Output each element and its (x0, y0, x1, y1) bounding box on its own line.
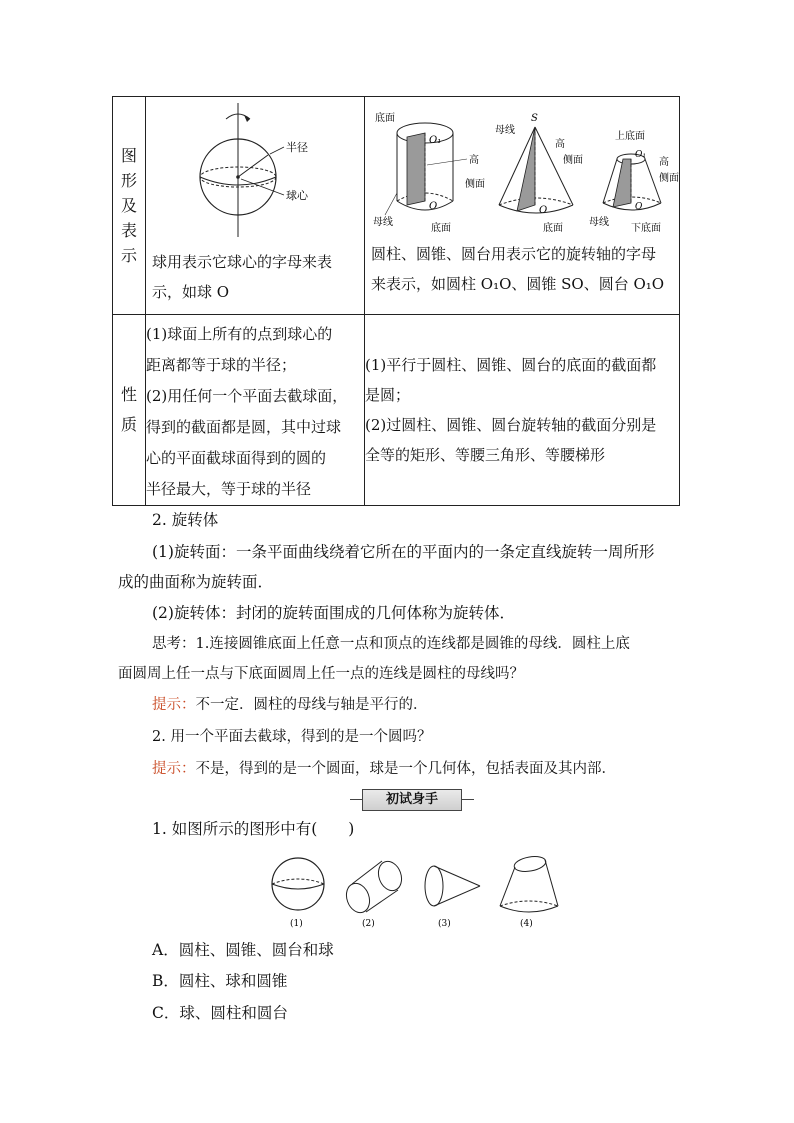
solids-notation-text (365, 239, 679, 299)
option-b: B．圆柱、球和圆锥 (152, 972, 288, 990)
cone-side-label: 侧面 (563, 155, 583, 166)
solid-properties (365, 315, 680, 506)
paragraph: 成的曲面称为旋转面． (118, 573, 274, 591)
paragraph: 面圆周上任一点与下底面圆周上任一点的连线是圆柱的母线吗？ (118, 666, 524, 682)
solids-cell (365, 97, 680, 315)
frus-top-label: 上底面 (615, 131, 645, 142)
figure-label-4: (4) (520, 919, 533, 929)
section-title: 2. 旋转体 (152, 511, 219, 529)
text-line: (1)平行于圆柱、圆锥、圆台的底面的截面都 (365, 356, 657, 374)
option-a: A．圆柱、圆锥、圆台和球 (152, 941, 334, 959)
text-line: (2)过圆柱、圆锥、圆台旋转轴的截面分别是 (365, 416, 657, 434)
cyl-height-label: 高 (469, 155, 479, 166)
banner-line-left (350, 799, 362, 800)
sphere-diagram (146, 97, 364, 247)
text-line: 球用表示它球心的字母来表 (152, 253, 333, 271)
header-char: 及 (120, 196, 137, 215)
paragraph: 2. 用一个平面去截球，得到的是一个圆吗？ (152, 729, 432, 745)
paragraph: 思考：1.连接圆锥底面上任意一点和顶点的连线都是圆锥的母线．圆柱上底 (152, 636, 630, 652)
cyl-o-label: O (429, 201, 438, 212)
hint-2 (152, 757, 616, 781)
sphere-properties (146, 315, 365, 506)
cone-s-label: S (531, 113, 538, 124)
comparison-table (112, 96, 680, 506)
cyl-top-label: 底面 (375, 113, 395, 124)
hint-label: 提示： (152, 697, 196, 713)
header-char: 质 (120, 415, 137, 434)
text-line: 心的平面截球面得到的圆的 (146, 449, 327, 467)
banner-line-right (462, 799, 474, 800)
frus-side-label: 侧面 (659, 173, 679, 184)
shapes-figure (262, 846, 572, 932)
text-line: 半径最大，等于球的半径 (146, 480, 312, 498)
cyl-generatrix-label: 母线 (373, 217, 393, 228)
cone-o-label: O (539, 205, 548, 216)
hint-text: 不是，得到的是一个圆面，球是一个几何体，包括表面及其内部． (195, 761, 616, 777)
header-char: 表 (120, 221, 137, 240)
hint-text: 不一定．圆柱的母线与轴是平行的． (195, 697, 428, 713)
paragraph: (2)旋转体：封闭的旋转面围成的几何体称为旋转体． (152, 604, 515, 622)
row-header-properties (113, 315, 146, 506)
figure-label-2: (2) (362, 919, 375, 929)
text-line: 示，如球 O (152, 283, 230, 301)
cyl-side-label: 侧面 (465, 179, 485, 190)
text-line: (1)球面上所有的点到球心的 (146, 325, 333, 343)
frus-height-label: 高 (659, 157, 669, 168)
text-line: 来表示，如圆柱 O₁O、圆锥 SO、圆台 O₁O (371, 275, 665, 293)
text-line: 是圆； (365, 386, 411, 404)
option-c: C．球、圆柱和圆台 (152, 1004, 288, 1022)
center-label: 球心 (286, 189, 308, 202)
question-1: 1. 如图所示的图形中有( ) (152, 820, 355, 838)
cyl-o1-label: O₁ (429, 135, 442, 146)
frus-o-label: O (635, 202, 643, 212)
cyl-bottom-label: 底面 (431, 223, 451, 234)
header-char: 形 (120, 171, 137, 190)
figure-label-1: (1) (290, 919, 303, 929)
cone-height-label: 高 (555, 139, 565, 150)
sphere-notation-text (146, 247, 364, 307)
hint-1 (152, 693, 428, 717)
header-char: 示 (120, 246, 137, 265)
figure-label-3: (3) (438, 919, 451, 929)
cone-generatrix-label: 母线 (495, 125, 515, 136)
frus-o1-label: O₁ (635, 150, 646, 160)
frus-bottom-label: 下底面 (631, 223, 661, 234)
header-char: 图 (120, 146, 137, 165)
cone-bottom-label: 底面 (543, 223, 563, 234)
text-line: (2)用任何一个平面去截球面， (146, 387, 348, 405)
text-line: 得到的截面都是圆，其中过球 (146, 418, 342, 436)
text-line: 距离都等于球的半径； (146, 356, 297, 374)
paragraph: (1)旋转面：一条平面曲线绕着它所在的平面内的一条定直线旋转一周所形 (152, 543, 655, 561)
sphere-cell (146, 97, 365, 315)
row-header-figure (113, 97, 146, 315)
header-char: 性 (120, 385, 137, 404)
section-banner: 初试身手 (362, 789, 462, 811)
text-line: 圆柱、圆锥、圆台用表示它的旋转轴的字母 (371, 245, 657, 263)
radius-label: 半径 (286, 141, 308, 154)
solids-diagram (365, 97, 679, 239)
text-line: 全等的矩形、等腰三角形、等腰梯形 (365, 446, 606, 464)
hint-label: 提示： (152, 761, 196, 777)
frus-generatrix-label: 母线 (589, 217, 609, 228)
